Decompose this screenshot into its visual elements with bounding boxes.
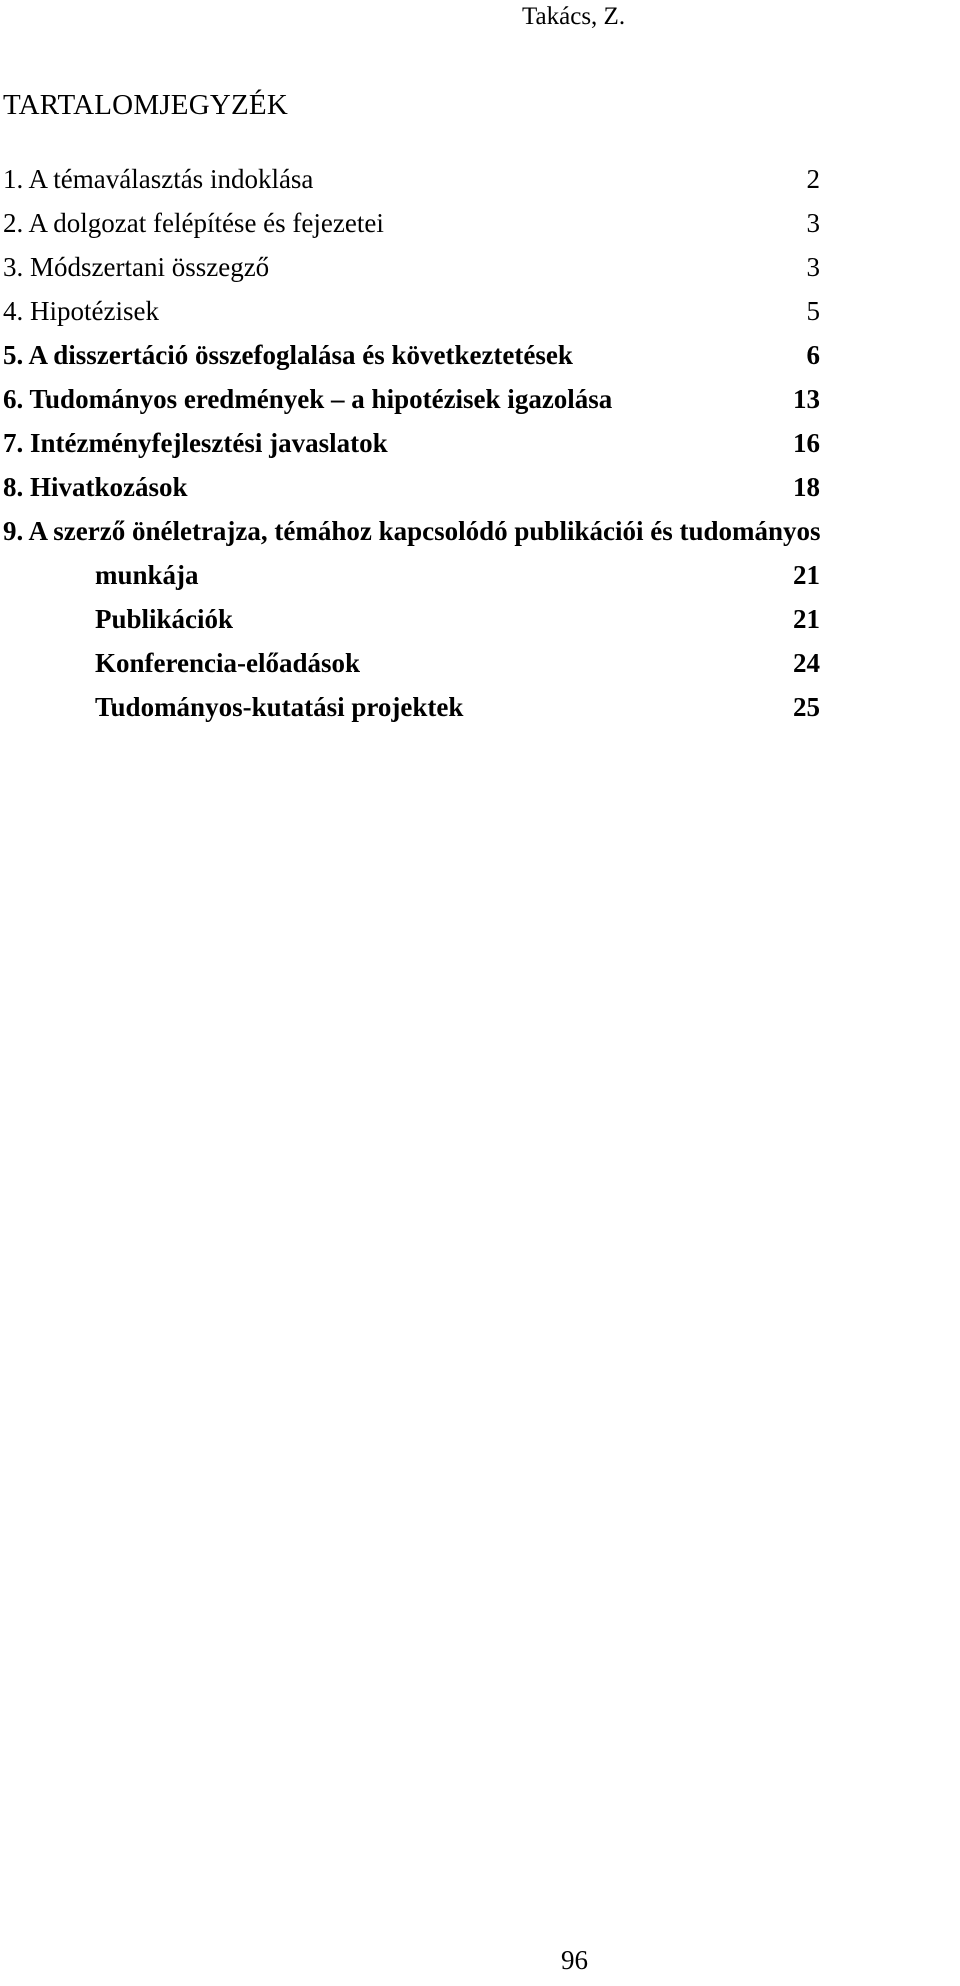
toc-entry-page: 25: [793, 692, 820, 722]
toc-entry-label: Publikációk: [95, 604, 234, 634]
toc-entry-page: 5: [806, 296, 820, 326]
toc-entry-page: 2: [806, 164, 820, 194]
toc-entry-label: 9. A szerző önéletrajza, témához kapcsolódó publikációi és tudományos: [3, 516, 821, 546]
toc-entry-3: [3, 245, 960, 289]
toc-entry-label: munkája: [95, 560, 199, 590]
running-header-author: Takács, Z.: [522, 3, 626, 30]
toc-entry-page: 16: [793, 428, 820, 458]
toc-entry-5: [3, 333, 960, 377]
toc-entry-page: 21: [793, 604, 820, 634]
table-of-contents: [3, 157, 960, 729]
toc-entry-9: [3, 509, 960, 553]
toc-entry-4: [3, 289, 960, 333]
toc-entry-1: [3, 157, 960, 201]
toc-entry-label: 4. Hipotézisek: [3, 296, 159, 326]
toc-entry-label: 7. Intézményfejlesztési javaslatok: [3, 428, 388, 458]
toc-subentry-publikaciok: [3, 597, 960, 641]
toc-entry-page: 18: [793, 472, 820, 502]
toc-title: TARTALOMJEGYZÉK: [3, 89, 288, 121]
toc-entry-page: 3: [806, 208, 820, 238]
toc-entry-page: 3: [806, 252, 820, 282]
toc-subentry-projektek: [3, 685, 960, 729]
toc-entry-page: 21: [793, 560, 820, 590]
toc-entry-7: [3, 421, 960, 465]
toc-entry-page: 13: [793, 384, 820, 414]
toc-entry-page: 24: [793, 648, 820, 678]
toc-entry-8: [3, 465, 960, 509]
page-number: 96: [561, 1945, 588, 1975]
toc-entry-label: Konferencia-előadások: [95, 648, 360, 678]
toc-entry-6: [3, 377, 960, 421]
toc-entry-9-continued: [3, 553, 960, 597]
toc-entry-label: 1. A témaválasztás indoklása: [3, 164, 314, 194]
toc-subentry-konferencia: [3, 641, 960, 685]
toc-entry-label: 8. Hivatkozások: [3, 472, 188, 502]
toc-entry-label: Tudományos-kutatási projektek: [95, 692, 464, 722]
toc-entry-label: 2. A dolgozat felépítése és fejezetei: [3, 208, 384, 238]
toc-entry-label: 6. Tudományos eredmények – a hipotézisek igazolása: [3, 384, 613, 414]
toc-entry-2: [3, 201, 960, 245]
toc-entry-page: 6: [806, 340, 820, 370]
toc-entry-label: 3. Módszertani összegző: [3, 252, 270, 282]
toc-entry-label: 5. A disszertáció összefoglalása és következtetések: [3, 340, 573, 370]
